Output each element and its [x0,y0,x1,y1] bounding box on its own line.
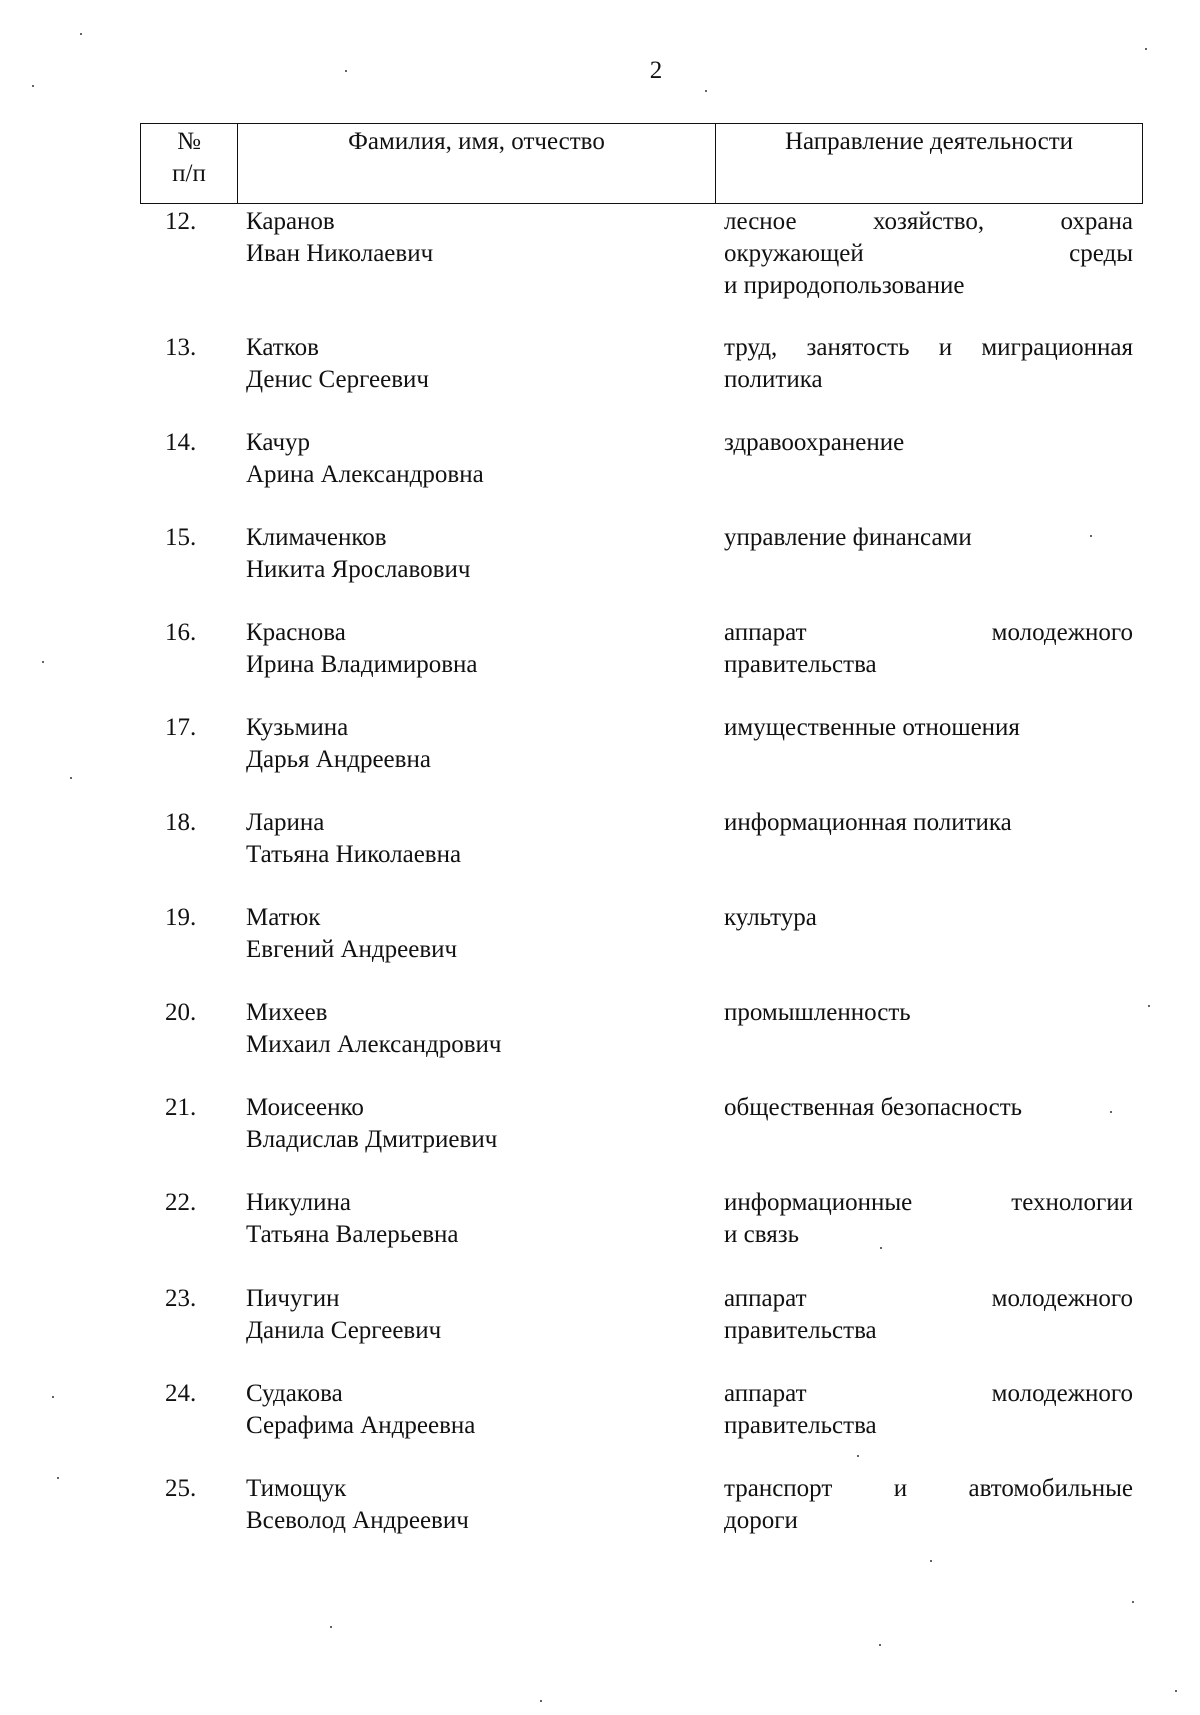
person-name [246,997,696,1061]
table-row [0,1378,1200,1468]
person-name [246,332,696,396]
header-number-column [141,124,238,203]
activity-direction [724,997,1133,1029]
table-row [0,997,1200,1087]
scan-speck [1148,1005,1150,1007]
scan-speck [540,1700,542,1702]
direction-line: аппарат молодежного [724,619,1133,646]
header-number-line: № [177,128,201,155]
row-number: 18. [165,809,197,836]
scan-speck [345,70,347,72]
row-number: 19. [165,904,197,931]
person-name [246,522,696,586]
table-row [0,1473,1200,1563]
direction-line: окружающей среды [724,240,1133,267]
table-row [0,1187,1200,1277]
row-number: 23. [165,1285,197,1312]
direction-line: имущественные отношения [724,714,1020,741]
direction-line: и связь [724,1221,799,1248]
given-name-patronymic: Данила Сергеевич [246,1317,442,1344]
surname: Качур [246,429,311,456]
person-name [246,712,696,776]
table-row [0,206,1200,299]
scan-speck [70,777,72,779]
direction-line: правительства [724,1317,877,1344]
table-row [0,522,1200,612]
given-name-patronymic: Арина Александровна [246,461,484,488]
given-name-patronymic: Всеволод Андреевич [246,1507,469,1534]
given-name-patronymic: Владислав Дмитриевич [246,1126,498,1153]
activity-direction [724,617,1133,681]
given-name-patronymic: Михаил Александрович [246,1031,502,1058]
direction-line: промышленность [724,999,911,1026]
scan-speck [930,1560,932,1562]
surname: Ларина [246,809,325,836]
scan-speck [879,1644,881,1646]
row-number: 22. [165,1189,197,1216]
surname: Пичугин [246,1285,340,1312]
scan-speck [330,1626,332,1628]
scan-speck [1090,535,1092,537]
given-name-patronymic: Серафима Андреевна [246,1412,476,1439]
activity-direction [724,206,1133,302]
direction-line: транспорт и автомобильные [724,1475,1133,1502]
scan-speck [32,85,34,87]
scan-speck [880,1247,882,1249]
scan-speck [52,1396,54,1398]
table-row [0,1283,1200,1373]
direction-line: правительства [724,651,877,678]
direction-line: и природопользование [724,272,965,299]
activity-direction [724,1473,1133,1537]
activity-direction [724,807,1133,839]
person-name [246,1283,696,1347]
surname: Краснова [246,619,346,646]
given-name-patronymic: Иван Николаевич [246,240,434,267]
person-name [246,1378,696,1442]
direction-line: здравоохранение [724,429,905,456]
header-number-line: п/п [172,160,206,187]
activity-direction [724,712,1133,744]
surname: Климаченков [246,524,387,551]
person-name [246,1187,696,1251]
row-number: 25. [165,1475,197,1502]
surname: Никулина [246,1189,351,1216]
activity-direction [724,1283,1133,1347]
person-name [246,1473,696,1537]
given-name-patronymic: Ирина Владимировна [246,651,478,678]
activity-direction [724,522,1133,554]
activity-direction [724,1378,1133,1442]
row-number: 21. [165,1094,197,1121]
activity-direction [724,332,1133,396]
given-name-patronymic: Никита Ярославович [246,556,471,583]
direction-line: дороги [724,1507,798,1534]
direction-line: общественная безопасность [724,1094,1023,1121]
surname: Каранов [246,208,335,235]
table-row [0,902,1200,992]
row-number: 24. [165,1380,197,1407]
table-row [0,617,1200,707]
activity-direction [724,1092,1133,1124]
surname: Тимощук [246,1475,347,1502]
table-row [0,807,1200,897]
surname: Катков [246,334,319,361]
activity-direction [724,902,1133,934]
person-name [246,617,696,681]
header-direction-column: Направление деятельности [784,128,1074,155]
table-header [140,123,1143,204]
surname: Михеев [246,999,328,1026]
direction-line: аппарат молодежного [724,1285,1133,1312]
scan-speck [1175,1690,1177,1692]
given-name-patronymic: Татьяна Николаевна [246,841,462,868]
surname: Кузьмина [246,714,349,741]
row-number: 16. [165,619,197,646]
scan-speck [1145,48,1147,50]
row-number: 13. [165,334,197,361]
scan-speck [80,33,82,35]
table-row [0,1092,1200,1182]
direction-line: культура [724,904,817,931]
person-name [246,1092,696,1156]
page-number: 2 [649,57,663,84]
row-number: 14. [165,429,197,456]
scan-speck [57,1477,59,1479]
given-name-patronymic: Дарья Андреевна [246,746,431,773]
surname: Матюк [246,904,321,931]
scan-speck [1110,1111,1112,1113]
table-row [0,712,1200,802]
activity-direction [724,1187,1133,1251]
direction-line: труд, занятость и миграционная [724,334,1133,361]
direction-line: лесное хозяйство, охрана [724,208,1133,235]
person-name [246,902,696,966]
surname: Судакова [246,1380,343,1407]
given-name-patronymic: Евгений Андреевич [246,936,458,963]
direction-line: информационная политика [724,809,1012,836]
row-number: 17. [165,714,197,741]
given-name-patronymic: Татьяна Валерьевна [246,1221,459,1248]
given-name-patronymic: Денис Сергеевич [246,366,430,393]
activity-direction [724,427,1133,459]
direction-line: правительства [724,1412,877,1439]
person-name [246,807,696,871]
scan-speck [857,1455,859,1457]
table-row [0,332,1200,422]
table-row [0,427,1200,517]
row-number: 15. [165,524,197,551]
scan-speck [1132,1601,1134,1603]
direction-line: политика [724,366,823,393]
row-number: 20. [165,999,197,1026]
direction-line: управление финансами [724,524,972,551]
person-name [246,427,696,491]
direction-line: аппарат молодежного [724,1380,1133,1407]
header-name-column: Фамилия, имя, отчество [238,124,716,203]
scan-speck [705,90,707,92]
direction-line: информационные технологии [724,1189,1133,1216]
surname: Моисеенко [246,1094,364,1121]
scan-speck [42,661,44,663]
row-number: 12. [165,208,197,235]
person-name [246,206,696,270]
